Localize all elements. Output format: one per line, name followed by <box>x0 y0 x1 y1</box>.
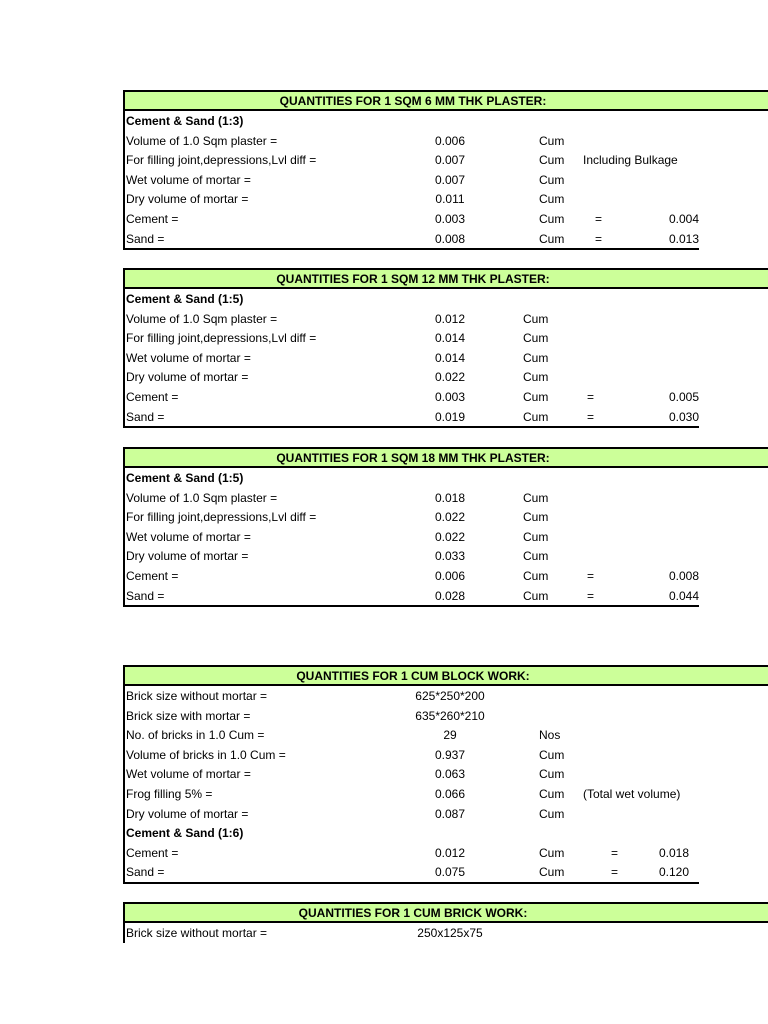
row-value: 0.033 <box>434 549 466 564</box>
row-label: Wet volume of mortar = <box>126 172 251 187</box>
row-value: 0.007 <box>434 172 466 187</box>
row-value: 0.014 <box>434 331 466 346</box>
row-unit: Cum <box>539 192 565 207</box>
row-value: 0.028 <box>434 588 466 603</box>
row-unit: Cum <box>539 806 565 821</box>
section-title: QUANTITIES FOR 1 SQM 6 MM THK PLASTER: <box>279 94 547 108</box>
row-value: 0.006 <box>434 568 466 583</box>
row-label: Brick size with mortar = <box>126 708 251 723</box>
table-row <box>125 566 699 586</box>
row-label: Cement = <box>126 389 179 404</box>
section-header <box>123 447 768 468</box>
quantity-section <box>123 447 768 607</box>
table-row <box>125 309 699 329</box>
row-label: No. of bricks in 1.0 Cum = <box>126 728 265 743</box>
row-label: Dry volume of mortar = <box>126 549 249 564</box>
quantity-section <box>123 90 768 250</box>
section-body <box>123 289 699 428</box>
row-value: 0.937 <box>434 747 466 762</box>
row-unit: Cum <box>539 211 565 226</box>
row-result: 0.008 <box>668 568 699 583</box>
table-row <box>125 111 699 131</box>
table-row <box>125 131 699 151</box>
table-row <box>125 387 699 407</box>
row-unit: Cum <box>539 172 565 187</box>
row-label: Volume of 1.0 Sqm plaster = <box>126 311 278 326</box>
row-unit: Cum <box>523 588 549 603</box>
table-row <box>125 706 699 726</box>
row-unit: Cum <box>539 153 565 168</box>
row-unit: Cum <box>523 510 549 525</box>
row-value: 0.022 <box>434 510 466 525</box>
row-unit: Cum <box>539 865 565 880</box>
row-label: Wet volume of mortar = <box>126 529 251 544</box>
table-row <box>125 745 699 765</box>
table-row <box>125 150 699 170</box>
row-value: 0.087 <box>434 806 466 821</box>
table-row <box>125 923 699 943</box>
row-label: For filling joint,depressions,Lvl diff = <box>126 331 317 346</box>
quantity-section <box>123 665 768 884</box>
table-row <box>125 862 699 882</box>
row-unit: Cum <box>539 786 565 801</box>
row-unit: Cum <box>523 350 549 365</box>
row-unit: Cum <box>539 767 565 782</box>
table-row <box>125 823 699 843</box>
table-row <box>125 725 699 745</box>
row-note: Including Bulkage <box>583 153 678 168</box>
row-label: Volume of bricks in 1.0 Cum = <box>126 747 286 762</box>
row-label: Sand = <box>126 409 165 424</box>
section-header <box>123 902 768 923</box>
row-value: 635*260*210 <box>415 708 485 723</box>
row-label: Sand = <box>126 231 165 246</box>
table-row <box>125 289 699 309</box>
row-label: Cement = <box>126 845 179 860</box>
row-label: Sand = <box>126 588 165 603</box>
row-unit: Cum <box>539 231 565 246</box>
table-row <box>125 784 699 804</box>
section-header <box>123 268 768 289</box>
row-label: Brick size without mortar = <box>126 689 268 703</box>
row-value: 29 <box>443 728 457 743</box>
quantity-section <box>123 268 768 428</box>
row-value: 0.012 <box>434 311 466 326</box>
row-result: 0.018 <box>658 845 689 860</box>
row-value: 0.011 <box>435 192 465 207</box>
equals-sign: = <box>587 389 595 404</box>
row-result: 0.044 <box>668 588 699 603</box>
equals-sign: = <box>587 409 595 424</box>
row-result: 0.030 <box>668 409 699 424</box>
row-value: 0.018 <box>434 490 466 505</box>
row-label: Dry volume of mortar = <box>126 192 249 207</box>
table-row <box>125 804 699 824</box>
table-row <box>125 348 699 368</box>
section-header <box>123 90 768 111</box>
row-label: Cement = <box>126 568 179 583</box>
row-unit: Cum <box>523 490 549 505</box>
row-unit: Cum <box>523 568 549 583</box>
row-result: 0.005 <box>668 389 699 404</box>
table-row <box>125 507 699 527</box>
row-value: 0.012 <box>434 845 466 860</box>
row-unit: Cum <box>523 529 549 544</box>
equals-sign: = <box>587 568 595 583</box>
table-row <box>125 764 699 784</box>
row-label: For filling joint,depressions,Lvl diff = <box>126 153 317 168</box>
section-title: QUANTITIES FOR 1 SQM 18 MM THK PLASTER: <box>276 451 550 465</box>
row-value: 0.066 <box>434 786 466 801</box>
row-result: 0.013 <box>668 231 699 246</box>
row-label: Volume of 1.0 Sqm plaster = <box>126 490 278 505</box>
row-value: 0.003 <box>434 211 466 226</box>
row-value: 0.003 <box>434 389 466 404</box>
row-label: Wet volume of mortar = <box>126 767 251 782</box>
row-unit: Cum <box>523 409 549 424</box>
equals-sign: = <box>595 211 603 226</box>
section-body <box>123 686 699 884</box>
table-row <box>125 170 699 190</box>
equals-sign: = <box>611 865 619 880</box>
table-row <box>125 686 699 706</box>
equals-sign: = <box>595 231 603 246</box>
row-value: 625*250*200 <box>415 689 485 703</box>
row-unit: Cum <box>523 549 549 564</box>
row-value: 0.006 <box>434 133 466 148</box>
mix-ratio-heading: Cement & Sand (1:6) <box>126 826 244 841</box>
row-unit: Cum <box>539 845 565 860</box>
row-label: For filling joint,depressions,Lvl diff = <box>126 510 317 525</box>
table-row <box>125 209 699 229</box>
table-row <box>125 468 699 488</box>
row-label: Volume of 1.0 Sqm plaster = <box>126 133 278 148</box>
table-row <box>125 407 699 427</box>
row-value: 0.022 <box>434 370 466 385</box>
row-unit: Cum <box>523 389 549 404</box>
row-unit: Cum <box>523 370 549 385</box>
mix-ratio-heading: Cement & Sand (1:5) <box>126 471 244 485</box>
row-unit: Cum <box>523 311 549 326</box>
row-value: 0.008 <box>434 231 466 246</box>
section-body <box>123 468 699 607</box>
row-result: 0.120 <box>658 865 689 880</box>
row-label: Wet volume of mortar = <box>126 350 251 365</box>
row-value: 0.022 <box>434 529 466 544</box>
table-row <box>125 229 699 249</box>
row-note: (Total wet volume) <box>583 786 681 801</box>
row-value: 0.007 <box>434 153 466 168</box>
row-result: 0.004 <box>668 211 699 226</box>
section-title: QUANTITIES FOR 1 CUM BRICK WORK: <box>298 906 528 920</box>
section-title: QUANTITIES FOR 1 SQM 12 MM THK PLASTER: <box>276 272 550 286</box>
table-row <box>125 328 699 348</box>
table-row <box>125 527 699 547</box>
row-unit: Cum <box>539 747 565 762</box>
row-label: Brick size without mortar = <box>126 926 268 940</box>
table-row <box>125 843 699 863</box>
quantity-section <box>123 902 768 943</box>
row-label: Sand = <box>126 865 165 880</box>
table-row <box>125 488 699 508</box>
table-row <box>125 189 699 209</box>
row-unit: Cum <box>539 133 565 148</box>
mix-ratio-heading: Cement & Sand (1:3) <box>126 114 244 128</box>
row-unit: Cum <box>523 331 549 346</box>
section-title: QUANTITIES FOR 1 CUM BLOCK WORK: <box>296 669 530 683</box>
row-label: Cement = <box>126 211 179 226</box>
row-value: 0.014 <box>434 350 466 365</box>
mix-ratio-heading: Cement & Sand (1:5) <box>126 292 244 306</box>
row-value: 0.075 <box>434 865 466 880</box>
equals-sign: = <box>587 588 595 603</box>
equals-sign: = <box>611 845 619 860</box>
table-row <box>125 586 699 606</box>
row-value: 0.063 <box>434 767 466 782</box>
table-row <box>125 546 699 566</box>
row-label: Frog filling 5% = <box>126 786 213 801</box>
row-label: Dry volume of mortar = <box>126 806 249 821</box>
section-header <box>123 665 768 686</box>
table-row <box>125 367 699 387</box>
section-body <box>123 923 699 943</box>
row-value: 250x125x75 <box>417 926 483 940</box>
section-body <box>123 111 699 250</box>
row-label: Dry volume of mortar = <box>126 370 249 385</box>
row-value: 0.019 <box>434 409 466 424</box>
row-unit: Nos <box>539 728 561 743</box>
